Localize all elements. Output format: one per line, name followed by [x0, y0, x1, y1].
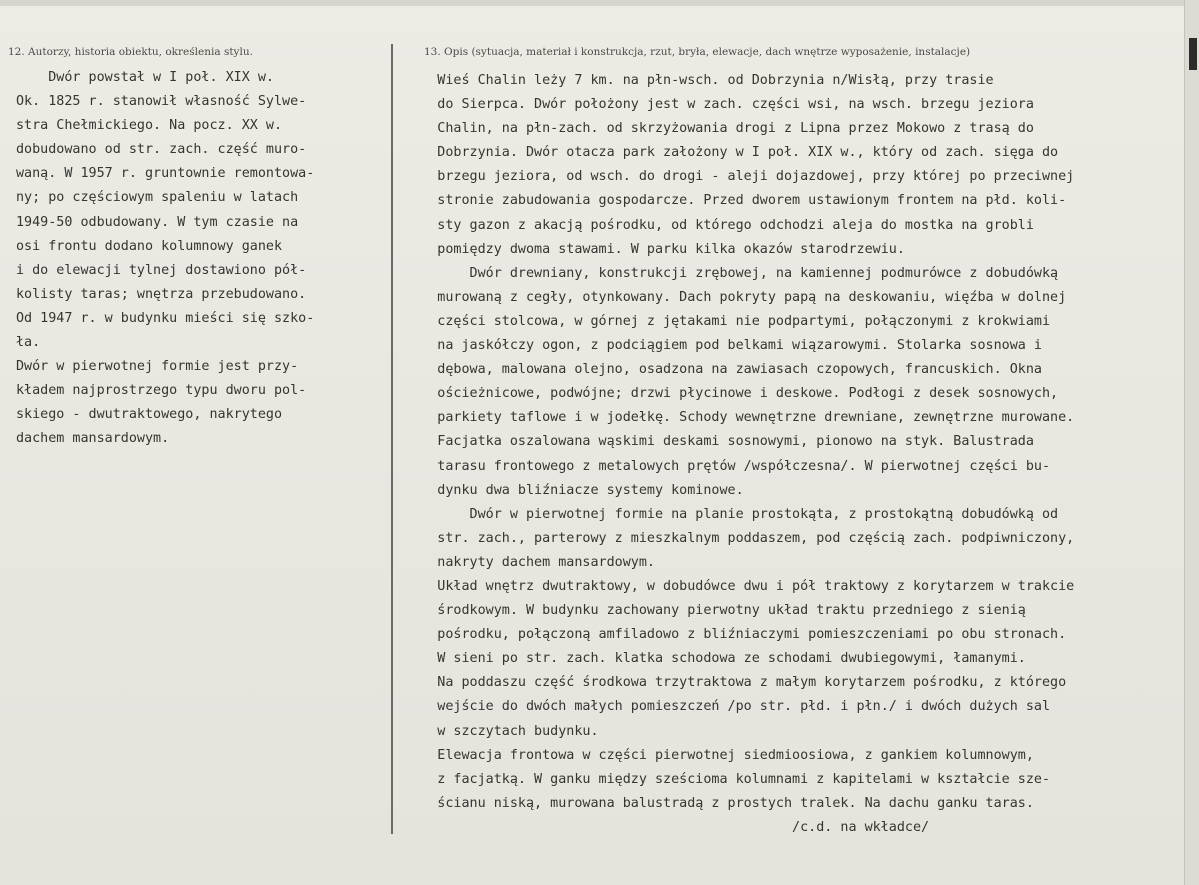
text-line: Ok. 1825 r. stanowił własność Sylwe- [16, 94, 307, 110]
text-line: stra Chełmickiego. Na pocz. XX w. [16, 118, 283, 134]
text-line: Dwór drewniany, konstrukcji zrębowej, na kamiennej podmurówce z dobudówką [397, 265, 1059, 281]
text-line: dobudowano od str. zach. część muro- [16, 142, 307, 158]
text-line: murowaną z cegły, otynkowany. Dach pokryty papą na deskowaniu, więźba w dolnej [397, 289, 1067, 305]
text-line: nakryty dachem mansardowym. [397, 554, 655, 570]
text-line: dachem mansardowym. [16, 431, 170, 447]
text-line: stronie zabudowania gospodarcze. Przed dworem ustawionym frontem na płd. koli- [397, 193, 1067, 209]
text-line: w szczytach budynku. [397, 723, 599, 739]
text-line: Wieś Chalin leży 7 km. na płn-wsch. od Dobrzynia n/Wisłą, przy trasie [397, 73, 994, 88]
text-line: dębowa, malowana olejno, osadzona na zawiasach czopowych, francuskich. Okna [397, 362, 1042, 378]
text-line: Dwór w pierwotnej formie na planie prostokąta, z prostokątną dobudówką od [397, 506, 1059, 522]
text-line: Od 1947 r. w budynku mieści się szko- [16, 310, 315, 326]
edge-mark [1189, 38, 1197, 70]
text-line: tarasu frontowego z metalowych prętów /współczesna/. W pierwotnej części bu- [397, 458, 1051, 474]
text-line: osi frontu dodano kolumnowy ganek [16, 238, 283, 254]
paper-right-edge [1184, 0, 1199, 885]
text-line: ościeżnicowe, podwójne; drzwi płycinowe i deskowe. Podłogi z desek sosnowych, [397, 386, 1059, 402]
text-line: z facjatką. W ganku między sześcioma kolumnami z kapitelami w kształcie sze- [397, 771, 1051, 787]
text-line: sty gazon z akacją pośrodku, od którego odchodzi aleja do mostka na grobli [397, 217, 1034, 233]
text-line: i do elewacji tylnej dostawiono pół- [16, 262, 307, 278]
text-line: Facjatka oszalowana wąskimi deskami sosnowymi, pionowo na styk. Balustrada [397, 434, 1034, 450]
text-line: str. zach., parterowy z mieszkalnym poddaszem, pod częścią zach. podpiwniczony, [397, 530, 1075, 546]
right-column-header: 13. Opis (sytuacja, materiał i konstrukcja, rzut, bryła, elewacje, dach wnętrze wyposażenie, instalacje) [424, 46, 971, 58]
text-line: kolisty taras; wnętrza przebudowano. [16, 286, 307, 302]
text-line: pośrodku, połączoną amfiladowo z bliźniaczymi pomieszczeniami po obu stronach. [397, 627, 1067, 643]
text-line: Dwór powstał w I poł. XIX w. [16, 70, 274, 85]
text-line: na jaskółczy ogon, z podciągiem pod belkami wiązarowymi. Stolarka sosnowa i [397, 338, 1042, 354]
description-text [397, 69, 1074, 840]
column-divider [391, 44, 393, 834]
text-line: Dwór w pierwotnej formie jest przy- [16, 359, 299, 375]
text-line: W sieni po str. zach. klatka schodowa ze schodami dwubiegowymi, łamanymi. [397, 651, 1026, 667]
text-line: ny; po częściowym spaleniu w latach [16, 190, 299, 206]
text-line: skiego - dwutraktowego, nakrytego [16, 407, 283, 423]
text-line: Na poddaszu część środkowa trzytraktowa z małym korytarzem pośrodku, z którego [397, 675, 1067, 691]
text-line: brzegu jeziora, od wsch. do drogi - aleji dojazdowej, przy której po przeciwnej [397, 169, 1075, 185]
text-line: ścianu niską, murowana balustradą z prostych tralek. Na dachu ganku taras. [397, 795, 1034, 811]
text-line: waną. W 1957 r. gruntownie remontowa- [16, 166, 315, 182]
text-line: ła. [16, 335, 41, 351]
text-line: 1949-50 odbudowany. W tym czasie na [16, 214, 299, 230]
text-line: środkowym. W budynku zachowany pierwotny układ traktu przedniego z sienią [397, 603, 1026, 619]
text-line: parkiety taflowe i w jodełkę. Schody wewnętrzne drewniane, zewnętrzne murowane. [397, 410, 1075, 426]
text-line: Dobrzynia. Dwór otacza park założony w I poł. XIX w., który od zach. sięga do [397, 145, 1059, 161]
text-line: Układ wnętrz dwutraktowy, w dobudówce dwu i pół traktowy z korytarzem w trakcie [397, 578, 1075, 594]
text-line: /c.d. na wkładce/ [397, 819, 930, 835]
text-line: Elewacja frontowa w części pierwotnej siedmioosiowa, z gankiem kolumnowym, [397, 747, 1034, 763]
text-line: pomiędzy dwoma stawami. W parku kilka okazów starodrzewiu. [397, 241, 905, 257]
text-line: do Sierpca. Dwór położony jest w zach. części wsi, na wsch. brzegu jeziora [397, 97, 1034, 113]
text-line: części stolcowa, w górnej z jętakami nie podpartymi, połączonymi z krokwiami [397, 313, 1051, 329]
history-text [16, 66, 314, 452]
text-line: wejście do dwóch małych pomieszczeń /po str. płd. i płn./ i dwóch dużych sal [397, 699, 1051, 715]
left-column-header: 12. Autorzy, historia obiektu, określenia stylu. [8, 46, 253, 58]
text-line: dynku dwa bliźniacze systemy kominowe. [397, 482, 744, 498]
text-line: kładem najprostrzego typu dworu pol- [16, 383, 307, 399]
text-line: Chalin, na płn-zach. od skrzyżowania drogi z Lipna przez Mokowo z trasą do [397, 121, 1034, 137]
paper-top-edge [0, 0, 1199, 6]
